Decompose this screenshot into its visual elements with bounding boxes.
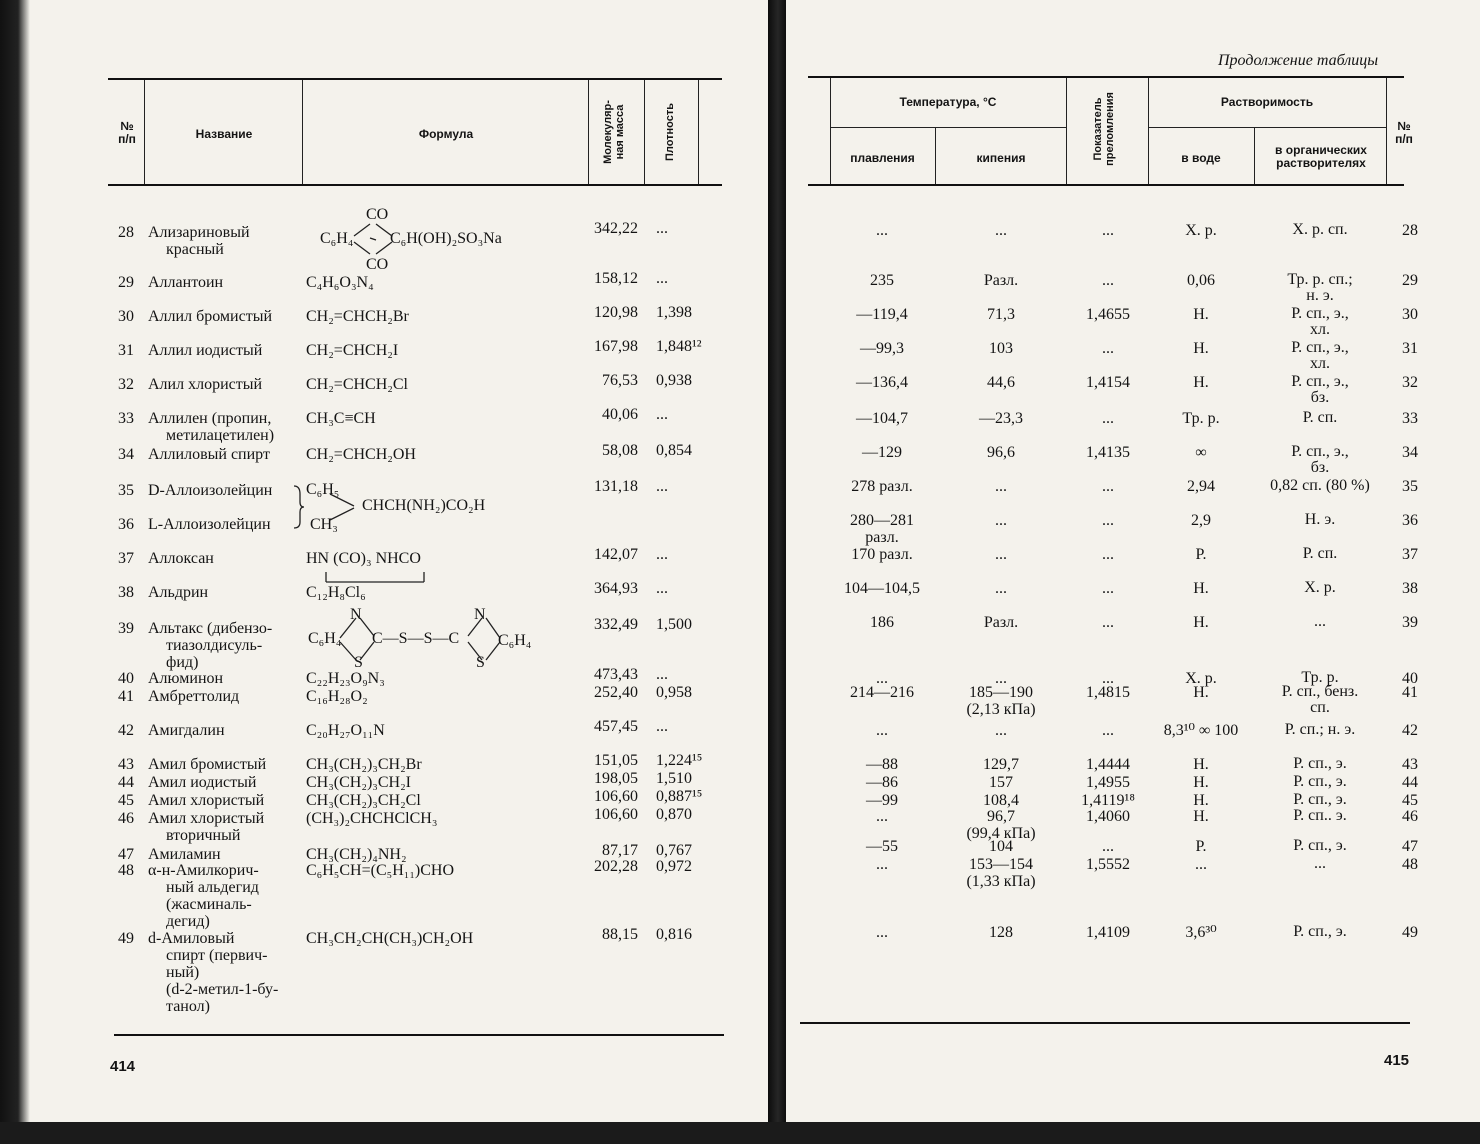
melting-point: —55	[866, 838, 898, 855]
structure-label: S	[354, 654, 363, 671]
refractive-index: ...	[1102, 670, 1114, 687]
header-temperature: Температура, °С	[899, 95, 997, 109]
melting-point: ...	[876, 924, 888, 941]
row-number: 33	[118, 410, 134, 427]
molecular-mass: 76,53	[602, 372, 638, 389]
structure-label: C₆H₄	[320, 230, 354, 247]
molecular-mass: 58,08	[602, 442, 638, 459]
water-solubility: ∞	[1195, 444, 1207, 461]
melting-point: ...	[876, 722, 888, 739]
row-number: 46	[1402, 808, 1418, 825]
compound-name: Аллилен (пропин, метилацетилен)	[148, 410, 275, 444]
molecular-mass: 131,18	[594, 478, 638, 495]
molecular-mass: 364,93	[594, 580, 638, 597]
water-solubility: Р.	[1195, 546, 1207, 563]
organic-solubility: ...	[1314, 613, 1326, 630]
row-number: 35	[118, 482, 134, 499]
header-name: Название	[195, 127, 253, 141]
header-divider	[144, 80, 145, 184]
melting-point: —119,4	[856, 306, 908, 323]
boiling-point: ...	[995, 478, 1007, 495]
row-number: 34	[1402, 444, 1418, 461]
organic-solubility: Р. сп.; н. э.	[1284, 721, 1356, 738]
row-number: 44	[118, 774, 134, 791]
refractive-index: 1,4109	[1086, 924, 1130, 941]
row-number: 39	[1402, 614, 1418, 631]
water-solubility: Н.	[1193, 684, 1209, 701]
boiling-point: Разл.	[983, 614, 1019, 631]
row-number: 47	[118, 846, 134, 863]
row-number: 39	[118, 620, 134, 637]
row-number: 40	[118, 670, 134, 687]
compound-formula: (CH₃)₂CHCHClCH₃	[306, 810, 438, 827]
structure-label: S	[476, 654, 485, 671]
row-number: 38	[118, 584, 134, 601]
boiling-point: 128	[989, 924, 1013, 941]
header-num: № п/п	[1395, 119, 1413, 146]
organic-solubility: Р. сп., э., бз.	[1291, 373, 1349, 406]
boiling-point: Разл.	[983, 272, 1019, 289]
water-solubility: 2,9	[1191, 512, 1211, 529]
organic-solubility: Н. э.	[1304, 511, 1336, 528]
row-number: 28	[1402, 222, 1418, 239]
melting-point: 214—216	[850, 684, 914, 701]
row-number: 40	[1402, 670, 1418, 687]
table-top-rule	[808, 76, 1404, 78]
refractive-index: 1,4655	[1086, 306, 1130, 323]
melting-point: —136,4	[856, 374, 908, 391]
row-number: 34	[118, 446, 134, 463]
water-solubility: Н.	[1193, 374, 1209, 391]
row-number: 32	[118, 376, 134, 393]
refractive-index: 1,4815	[1086, 684, 1130, 701]
compound-formula: CH₃CH₂CH(CH₃)CH₂OH	[306, 930, 474, 947]
compound-name: L-Аллоизолейцин	[148, 516, 271, 533]
compound-name: Амиламин	[148, 846, 221, 863]
header-divider	[1254, 128, 1255, 184]
density-value: 0,972	[656, 858, 692, 875]
water-solubility: Тр. р.	[1182, 410, 1220, 427]
compound-name: Амил бромистый	[148, 756, 267, 773]
molecular-mass: 151,05	[594, 752, 638, 769]
refractive-index: 1,4135	[1086, 444, 1130, 461]
table-top-rule	[108, 78, 722, 80]
header-num: № п/п	[118, 119, 136, 146]
boiling-point: 129,7	[983, 756, 1019, 773]
row-number: 45	[1402, 792, 1418, 809]
row-number: 31	[1402, 340, 1418, 357]
row-number: 41	[118, 688, 134, 705]
density-value: 1,510	[656, 770, 692, 787]
compound-name: D-Аллоизолейцин	[148, 482, 273, 499]
compound-name: α-н-Амилкорич- ный альдегид (жасминаль- дегид)	[148, 862, 259, 930]
row-number: 49	[118, 930, 134, 947]
compound-formula: C₁₂H₈Cl₆	[306, 584, 366, 601]
density-value: 0,767	[656, 842, 692, 859]
organic-solubility: Р. сп., э., бз.	[1291, 443, 1349, 476]
water-solubility: Н.	[1193, 306, 1209, 323]
density-value: ...	[656, 478, 668, 495]
organic-solubility: Р. сп., бенз. сп.	[1281, 683, 1359, 716]
header-bottom-rule	[808, 184, 1404, 186]
boiling-point: —23,3	[979, 410, 1023, 427]
melting-point: 280—281 разл.	[850, 512, 914, 546]
melting-point: 278 разл.	[851, 478, 913, 495]
compound-formula: CH₂=CHCH₂I	[306, 342, 399, 359]
compound-formula: C₂₀H₂₇O₁₁N	[306, 722, 385, 739]
organic-solubility: 0,82 сп. (80 %)	[1270, 477, 1370, 494]
row-number: 28	[118, 224, 134, 241]
water-solubility: Н.	[1193, 340, 1209, 357]
row-number: 48	[118, 862, 134, 879]
structure-label: CH₃	[310, 516, 338, 533]
compound-name: Альдрин	[148, 584, 209, 601]
molecular-mass: 120,98	[594, 304, 638, 321]
melting-point: —99,3	[860, 340, 904, 357]
melting-point: ...	[876, 856, 888, 873]
molecular-mass: 457,45	[594, 718, 638, 735]
refractive-index: ...	[1102, 222, 1114, 239]
row-number: 43	[1402, 756, 1418, 773]
boiling-point: ...	[995, 512, 1007, 529]
refractive-index: ...	[1102, 478, 1114, 495]
row-number: 30	[118, 308, 134, 325]
row-number: 46	[118, 810, 134, 827]
header-mass: Молекуляр- ная масса	[602, 100, 626, 164]
organic-solubility: Р. сп., э., хл.	[1291, 339, 1349, 372]
water-solubility: 8,3¹⁰ ∞ 100	[1163, 722, 1239, 739]
boiling-point: 108,4	[983, 792, 1019, 809]
water-solubility: Н.	[1193, 774, 1209, 791]
refractive-index: ...	[1102, 722, 1114, 739]
molecular-mass: 106,60	[594, 806, 638, 823]
melting-point: 104—104,5	[844, 580, 920, 597]
water-solubility: Н.	[1193, 792, 1209, 809]
water-solubility: Х. р.	[1185, 670, 1217, 687]
row-number: 31	[118, 342, 134, 359]
organic-solubility: Р. сп.	[1302, 545, 1338, 562]
header-divider	[1148, 78, 1149, 184]
organic-solubility: Тр. р.	[1301, 669, 1339, 686]
boiling-point: 157	[989, 774, 1013, 791]
header-in-organic: в органических растворителях	[1275, 143, 1367, 170]
refractive-index: 1,4444	[1086, 756, 1130, 773]
compound-formula: CH₃(CH₂)₃CH₂Cl	[306, 792, 421, 809]
compound-name: Аллил иодистый	[148, 342, 263, 359]
molecular-mass: 202,28	[594, 858, 638, 875]
melting-point: 170 разл.	[851, 546, 913, 563]
organic-solubility: Р. сп., э.	[1293, 773, 1347, 790]
row-number: 35	[1402, 478, 1418, 495]
row-number: 36	[118, 516, 134, 533]
alizarin-bonds	[350, 220, 396, 260]
organic-solubility: Х. р. сп.	[1292, 221, 1348, 238]
header-subrule	[830, 127, 1066, 128]
table-bottom-rule	[800, 1022, 1410, 1024]
book-spine	[768, 0, 786, 1144]
density-value: 0,854	[656, 442, 692, 459]
organic-solubility: Р. сп., э.	[1293, 837, 1347, 854]
compound-formula: C₄H₆O₃N₄	[306, 274, 374, 291]
boiling-point: ...	[995, 722, 1007, 739]
header-formula: Формула	[418, 127, 474, 141]
scan-bottom-edge	[0, 1122, 1480, 1144]
organic-solubility: Р. сп.	[1302, 409, 1338, 426]
row-number: 45	[118, 792, 134, 809]
table-bottom-rule	[114, 1034, 724, 1036]
header-subrule	[1148, 127, 1386, 128]
organic-solubility: Р. сп., э., хл.	[1291, 305, 1349, 338]
refractive-index: ...	[1102, 340, 1114, 357]
water-solubility: Н.	[1193, 580, 1209, 597]
row-number: 42	[118, 722, 134, 739]
compound-name: Аллантоин	[148, 274, 224, 291]
refractive-index: 1,4955	[1086, 774, 1130, 791]
boiling-point: ...	[995, 546, 1007, 563]
header-refraction: Показатель преломления	[1092, 92, 1116, 166]
water-solubility: 0,06	[1187, 272, 1215, 289]
row-number: 38	[1402, 580, 1418, 597]
density-value: 1,500	[656, 616, 692, 633]
refractive-index: ...	[1102, 614, 1114, 631]
density-value: 0,816	[656, 926, 692, 943]
melting-point: ...	[876, 670, 888, 687]
boiling-point: 104	[989, 838, 1013, 855]
molecular-mass: 40,06	[602, 406, 638, 423]
melting-point: —104,7	[856, 410, 908, 427]
header-divider	[1066, 78, 1067, 184]
molecular-mass: 342,22	[594, 220, 638, 237]
compound-formula: CH₃C≡CH	[306, 410, 376, 427]
compound-formula: CH₃(CH₂)₃CH₂Br	[306, 756, 422, 773]
header-boiling: кипения	[976, 151, 1026, 165]
boiling-point: 44,6	[987, 374, 1015, 391]
refractive-index: 1,4060	[1086, 808, 1130, 825]
row-number: 41	[1402, 684, 1418, 701]
compound-formula: CH₃(CH₂)₄NH₂	[306, 846, 407, 863]
water-solubility: 3,6³⁰	[1185, 924, 1217, 941]
header-solubility: Растворимость	[1220, 95, 1314, 109]
density-value: 0,870	[656, 806, 692, 823]
structure-label: N	[474, 606, 486, 623]
structure-label: C₆H₄	[498, 632, 532, 649]
density-value: 0,887¹⁵	[656, 788, 703, 805]
molecular-mass: 473,43	[594, 666, 638, 683]
row-number: 37	[1402, 546, 1418, 563]
density-value: ...	[656, 666, 668, 683]
header-density: Плотность	[664, 102, 676, 162]
boiling-point: 96,6	[987, 444, 1015, 461]
compound-formula: HN (CO)₃ NHCO	[306, 550, 421, 567]
water-solubility: Н.	[1193, 614, 1209, 631]
compound-formula: C₁₆H₂₈O₂	[306, 688, 368, 705]
boiling-point: 103	[989, 340, 1013, 357]
header-divider	[302, 80, 303, 184]
melting-point: —88	[866, 756, 898, 773]
compound-formula: C₂₂H₂₃O₉N₃	[306, 670, 385, 687]
molecular-mass: 198,05	[594, 770, 638, 787]
continuation-label: Продолжение таблицы	[1218, 52, 1379, 69]
organic-solubility: Р. сп.. э.	[1293, 807, 1347, 824]
compound-name: Амигдалин	[148, 722, 225, 739]
row-number: 30	[1402, 306, 1418, 323]
compound-name: Амбреттолид	[148, 688, 240, 705]
refractive-index: ...	[1102, 410, 1114, 427]
compound-name: Аллиловый спирт	[148, 446, 270, 463]
melting-point: —129	[862, 444, 902, 461]
boiling-point: 96,7 (99,4 кПа)	[966, 808, 1036, 842]
density-value: 1,224¹⁵	[656, 752, 703, 769]
organic-solubility: Р. сп., э.	[1293, 791, 1347, 808]
density-value: 1,398	[656, 304, 692, 321]
row-number: 44	[1402, 774, 1418, 791]
header-divider	[698, 80, 699, 184]
boiling-point: ...	[995, 580, 1007, 597]
row-number: 47	[1402, 838, 1418, 855]
alloxan-bond	[308, 570, 430, 584]
header-in-water: в воде	[1181, 151, 1221, 165]
compound-name: Альтакс (дибензо- тиазолдисуль- фид)	[148, 620, 273, 671]
row-number: 42	[1402, 722, 1418, 739]
compound-formula: C₆H₅CH=(C₅H₁₁)CHO	[306, 862, 455, 879]
organic-solubility: ...	[1314, 855, 1326, 872]
density-value: 1,848¹²	[656, 338, 702, 355]
refractive-index: ...	[1102, 546, 1114, 563]
organic-solubility: Тр. р. сп.; н. э.	[1287, 271, 1353, 304]
density-value: ...	[656, 270, 668, 287]
row-number: 33	[1402, 410, 1418, 427]
page-number: 414	[110, 1058, 136, 1075]
compound-formula: CH₃(CH₂)₃CH₂I	[306, 774, 411, 791]
boiling-point: 71,3	[987, 306, 1015, 323]
compound-name: Амил иодистый	[148, 774, 257, 791]
compound-name: Алил хлористый	[148, 376, 263, 393]
row-number: 29	[1402, 272, 1418, 289]
molecular-mass: 158,12	[594, 270, 638, 287]
molecular-mass: 87,17	[602, 842, 638, 859]
compound-name: Амил хлористый	[148, 792, 265, 809]
left-page-shadow	[0, 0, 30, 1144]
boiling-point: 153—154 (1,33 кПа)	[966, 856, 1036, 890]
compound-name: d-Амиловый спирт (первич- ный) (d-2-метил-1-бу- танол)	[148, 930, 279, 1015]
molecular-mass: 167,98	[594, 338, 638, 355]
structure-label: C₆H₅	[306, 481, 340, 498]
structure-label: C₆H₄	[308, 630, 342, 647]
boiling-point: ...	[995, 222, 1007, 239]
boiling-point: ...	[995, 670, 1007, 687]
molecular-mass: 142,07	[594, 546, 638, 563]
refractive-index: ...	[1102, 272, 1114, 289]
refractive-index: ...	[1102, 512, 1114, 529]
compound-formula: CH₂=CHCH₂OH	[306, 446, 416, 463]
density-value: ...	[656, 220, 668, 237]
right-page	[786, 0, 1480, 1144]
melting-point: ...	[876, 222, 888, 239]
row-number: 36	[1402, 512, 1418, 529]
compound-formula: CH₂=CHCH₂Cl	[306, 376, 408, 393]
molecular-mass: 252,40	[594, 684, 638, 701]
organic-solubility: Р. сп., э.	[1293, 755, 1347, 772]
compound-name: Аллил бромистый	[148, 308, 272, 325]
compound-name: Ализариновый красный	[148, 224, 250, 258]
boiling-point: 185—190 (2,13 кПа)	[966, 684, 1036, 718]
refractive-index: 1,5552	[1086, 856, 1130, 873]
header-divider	[588, 80, 589, 184]
organic-solubility: Х. р.	[1304, 579, 1336, 596]
row-number: 43	[118, 756, 134, 773]
melting-point: 186	[870, 614, 894, 631]
row-number: 37	[118, 550, 134, 567]
header-divider	[830, 78, 831, 184]
water-solubility: Х. р.	[1185, 222, 1217, 239]
structure-label: C—S—S—C	[372, 630, 460, 647]
water-solubility: Н.	[1193, 756, 1209, 773]
melting-point: —86	[866, 774, 898, 791]
density-value: ...	[656, 546, 668, 563]
structure-label: CO	[366, 206, 389, 223]
molecular-mass: 332,49	[594, 616, 638, 633]
refractive-index: 1,4119¹⁸	[1081, 792, 1135, 809]
refractive-index: 1,4154	[1086, 374, 1130, 391]
row-number: 29	[118, 274, 134, 291]
density-value: ...	[656, 580, 668, 597]
row-number: 32	[1402, 374, 1418, 391]
water-solubility: 2,94	[1187, 478, 1215, 495]
compound-name: Аллоксан	[148, 550, 214, 567]
refractive-index: ...	[1102, 838, 1114, 855]
molecular-mass: 88,15	[602, 926, 638, 943]
water-solubility: ...	[1195, 856, 1207, 873]
density-value: ...	[656, 718, 668, 735]
density-value: 0,958	[656, 684, 692, 701]
water-solubility: Н.	[1193, 808, 1209, 825]
header-bottom-rule	[108, 184, 722, 186]
water-solubility: Р.	[1195, 838, 1207, 855]
row-number: 49	[1402, 924, 1418, 941]
structure-label: CO	[366, 256, 389, 273]
density-value: 0,938	[656, 372, 692, 389]
header-divider	[644, 80, 645, 184]
row-number: 48	[1402, 856, 1418, 873]
melting-point: 235	[870, 272, 894, 289]
organic-solubility: Р. сп., э.	[1293, 923, 1347, 940]
page-number: 415	[1384, 1052, 1410, 1069]
compound-name: Алюминон	[148, 670, 224, 687]
density-value: ...	[656, 406, 668, 423]
structure-label: CHCH(NH₂)CO₂H	[362, 497, 486, 514]
molecular-mass: 106,60	[594, 788, 638, 805]
compound-formula: CH₂=CHCH₂Br	[306, 308, 409, 325]
structure-label: N	[350, 606, 362, 623]
melting-point: —99	[866, 792, 898, 809]
header-melting: плавления	[850, 151, 915, 165]
structure-label: C₆H(OH)₂SO₃Na	[390, 230, 502, 247]
refractive-index: ...	[1102, 580, 1114, 597]
melting-point: ...	[876, 808, 888, 825]
compound-name: Амил хлористый вторичный	[148, 810, 265, 844]
